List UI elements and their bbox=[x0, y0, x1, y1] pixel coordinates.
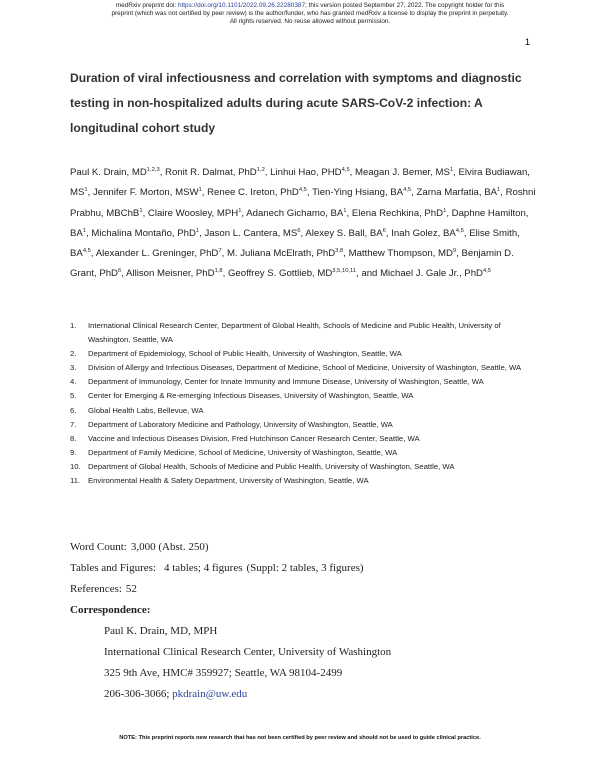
author-affiliation-sup: 1 bbox=[343, 207, 347, 214]
word-count: Word Count: 3,000 (Abst. 250) bbox=[70, 541, 209, 553]
affiliation-number: 1. bbox=[70, 321, 77, 330]
author-affiliation-sup: 1 bbox=[139, 207, 143, 214]
affiliation-text: Vaccine and Infectious Diseases Division, Fred Hutchinson Cancer Research Center, Seattle, WA bbox=[88, 433, 420, 443]
correspondence-address: 325 9th Ave, HMC# 359927; Seattle, WA 98104-2499 bbox=[104, 667, 343, 679]
author-name: Inah Golez, BA bbox=[391, 227, 456, 239]
affiliation-text: Department of Laboratory Medicine and Pathology, University of Washington, Seattle, WA bbox=[88, 419, 393, 429]
affiliation-text: Environmental Health & Safety Department, University of Washington, Seattle, WA bbox=[88, 476, 369, 486]
author-name: Paul K. Drain, MD bbox=[70, 167, 147, 178]
author-separator: , bbox=[121, 268, 127, 280]
affiliation-item bbox=[70, 361, 540, 375]
correspondence-phone: 206-306-3066; bbox=[104, 688, 170, 700]
affiliation-text: International Clinical Research Center, Department of Global Health, Schools of Medicine and Public Health, University of Washington, Seattle, WA bbox=[88, 321, 501, 345]
affiliation-text: Department of Epidemiology, School of Public Health, University of Washington, Seattle, WA bbox=[88, 349, 402, 359]
author-separator: , bbox=[199, 227, 205, 239]
affiliation-item bbox=[70, 460, 540, 474]
author-separator: , bbox=[90, 248, 96, 260]
affiliation-number: 3. bbox=[70, 363, 77, 373]
author-name: Roshni Prabhu, MBChB bbox=[70, 187, 536, 219]
author-separator: , bbox=[446, 207, 452, 219]
affiliation-number: 8. bbox=[70, 433, 77, 443]
author-affiliation-sup: 1,8 bbox=[214, 268, 223, 275]
author-affiliation-sup: 6 bbox=[118, 268, 122, 275]
header-line-3: All rights reserved. No reuse allowed without permission. bbox=[229, 18, 391, 25]
author-name: Ronit R. Dalmat, PhD bbox=[165, 167, 257, 178]
author-affiliation-sup: 1 bbox=[497, 187, 501, 194]
author-separator: , bbox=[411, 187, 417, 199]
author-name: Michalina Montaño, PhD bbox=[91, 227, 196, 239]
author-affiliation-sup: 4,5 bbox=[403, 187, 412, 194]
author-separator: , bbox=[221, 248, 227, 260]
manuscript-info bbox=[70, 537, 540, 705]
author-name: Jason L. Cantera, MS bbox=[204, 227, 298, 239]
header-line-2: preprint (which was not certified by peer review) is the author/funder, who has granted medRxiv a license to display the preprint in perpetuity. bbox=[111, 10, 509, 17]
author-name: M. Juliana McElrath, PhD bbox=[226, 248, 336, 260]
author-name: Jennifer F. Morton, MSW bbox=[92, 187, 199, 199]
author-affiliation-sup: 4,5 bbox=[455, 227, 464, 234]
affiliation-number: 5. bbox=[70, 391, 77, 401]
author-separator: , bbox=[306, 187, 313, 199]
preprint-header bbox=[60, 2, 560, 26]
author-name: Tien-Ying Hsiang, BA bbox=[312, 187, 404, 199]
author-separator: , bbox=[222, 268, 228, 280]
author-separator: , bbox=[349, 167, 356, 178]
author-affiliation-sup: 6 bbox=[382, 227, 386, 234]
author-separator: , bbox=[500, 187, 506, 199]
correspondence-email[interactable]: pkdrain@uw.edu bbox=[172, 688, 248, 700]
doi-link[interactable]: https://doi.org/10.1101/2022.09.26.22280387 bbox=[177, 2, 306, 9]
affiliation-number: 7. bbox=[70, 419, 77, 429]
author-separator: , bbox=[142, 207, 148, 219]
affiliation-text: Global Health Labs, Bellevue, WA bbox=[88, 405, 204, 415]
author-affiliation-sup: 1 bbox=[195, 227, 200, 234]
correspondence-org: International Clinical Research Center, University of Washington bbox=[104, 646, 392, 658]
affiliation-item bbox=[70, 474, 540, 488]
affiliation-number: 6. bbox=[70, 405, 77, 415]
author-separator: , bbox=[264, 167, 271, 178]
author-name: Elena Rechkina, PhD bbox=[351, 207, 444, 219]
page-number: 1 bbox=[524, 37, 530, 47]
author-separator: , bbox=[343, 248, 349, 260]
author-affiliation-sup: 3,8 bbox=[335, 248, 344, 255]
author-separator: , bbox=[385, 227, 392, 239]
author-separator: , bbox=[241, 207, 247, 219]
correspondence-name: Paul K. Drain, MD, MPH bbox=[104, 625, 218, 637]
affiliation-item bbox=[70, 347, 540, 361]
author-name: Geoffrey S. Gottlieb, MD bbox=[227, 268, 333, 280]
affiliation-text: Department of Immunology, Center for Innate Immunity and Immune Disease, University of Washington, Seattle, WA bbox=[88, 377, 484, 387]
author-name: Adanech Gichamo, BA bbox=[246, 207, 344, 219]
author-name: Michael J. Gale Jr., PhD bbox=[380, 268, 483, 280]
affiliation-text: Division of Allergy and Infectious Diseases, Department of Medicine, School of Medicine, University of Washington, Seattle, WA bbox=[88, 363, 522, 373]
author-name: Claire Woosley, MPH bbox=[147, 207, 239, 219]
author-affiliation-sup: 1 bbox=[238, 207, 242, 214]
affiliation-list bbox=[70, 319, 540, 488]
author-affiliation-sup: 7 bbox=[218, 248, 222, 255]
author-affiliation-sup: 4,5 bbox=[82, 248, 91, 255]
author-name: Elvira Budiawan, MS bbox=[70, 167, 530, 199]
affiliation-text: Department of Global Health, Schools of Medicine and Public Health, University of Washington, Seattle, WA bbox=[88, 461, 455, 471]
header-line-1: medRxiv preprint doi: https://doi.org/10.1101/2022.09.26.22280387; this version posted September 27, 2022. The copyright holder for this bbox=[115, 2, 505, 9]
author-name: Matthew Thompson, MD bbox=[348, 248, 453, 260]
author-name: Renee C. Ireton, PhD bbox=[207, 187, 299, 199]
affiliation-number: 9. bbox=[70, 447, 77, 457]
author-name: Linhui Hao, PHD bbox=[270, 167, 342, 178]
preprint-footer-note: NOTE: This preprint reports new research that has not been certified by peer review and should not be used to guide clinical practice. bbox=[119, 735, 481, 741]
author-name: Daphne Hamilton, BA bbox=[70, 207, 529, 239]
author-separator: , bbox=[159, 167, 166, 178]
affiliation-item bbox=[70, 389, 540, 403]
author-name: Benjamin D. Grant, PhD bbox=[70, 248, 514, 280]
author-separator: , bbox=[300, 227, 306, 239]
affiliation-item bbox=[70, 418, 540, 432]
author-affiliation-sup: 1 bbox=[82, 227, 87, 234]
author-affiliation-sup: 3,5,10,11 bbox=[332, 268, 357, 275]
author-separator: , bbox=[201, 187, 208, 199]
author-name: Meagan J. Bemer, MS bbox=[355, 167, 450, 178]
author-separator: , bbox=[346, 207, 352, 219]
author-name: Allison Meisner, PhD bbox=[126, 268, 215, 280]
affiliation-number: 4. bbox=[70, 377, 77, 387]
affiliation-text: Department of Family Medicine, School of Medicine, University of Washington, Seattle, WA bbox=[88, 447, 398, 457]
tables-and-figures: Tables and Figures: 4 tables; 4 figures (Suppl: 2 tables, 3 figures) bbox=[70, 562, 364, 574]
affiliation-item bbox=[70, 375, 540, 389]
author-name: Zarna Marfatia, BA bbox=[416, 187, 498, 199]
author-separator: , bbox=[463, 227, 470, 239]
author-separator: , bbox=[87, 187, 93, 199]
author-affiliation-sup: 1 bbox=[198, 187, 202, 194]
affiliation-item bbox=[70, 319, 540, 347]
author-separator: , bbox=[456, 248, 462, 260]
author-affiliation-sup: 1,2 bbox=[256, 167, 265, 173]
author-affiliation-sup: 4,5 bbox=[341, 167, 350, 173]
author-affiliation-sup: 1 bbox=[84, 187, 88, 194]
author-name: Elise Smith, BA bbox=[70, 227, 520, 260]
author-affiliation-sup: 6 bbox=[297, 227, 301, 234]
author-separator: , bbox=[453, 167, 459, 178]
affiliation-item bbox=[70, 432, 540, 446]
author-affiliation-sup: 1,2,3 bbox=[146, 167, 160, 173]
author-affiliation-sup: 4,5 bbox=[482, 268, 492, 275]
affiliation-number: 2. bbox=[70, 349, 77, 359]
author-name: Alexander L. Greninger, PhD bbox=[95, 248, 219, 260]
correspondence-contact bbox=[104, 684, 540, 705]
correspondence-heading: Correspondence: bbox=[70, 604, 151, 616]
author-separator: , and bbox=[356, 268, 381, 280]
paper-title: Duration of viral infectiousness and correlation with symptoms and diagnostic testing in non-hospitalized adults during acute SARS-CoV-2 infection: A longitudinal cohort study bbox=[70, 71, 522, 135]
author-affiliation-sup: 9 bbox=[452, 248, 457, 255]
affiliation-item bbox=[70, 404, 540, 418]
author-separator: , bbox=[86, 227, 92, 239]
correspondence-details bbox=[70, 621, 540, 705]
author-name: Alexey S. Ball, BA bbox=[305, 227, 383, 239]
author-affiliation-sup: 1 bbox=[449, 167, 454, 173]
author-affiliation-sup: 4,5 bbox=[298, 187, 307, 194]
affiliation-number: 11. bbox=[70, 476, 81, 486]
author-affiliation-sup: 1 bbox=[443, 207, 447, 214]
references-count: References: 52 bbox=[70, 583, 137, 595]
affiliation-number: 10. bbox=[70, 461, 81, 471]
affiliation-text: Center for Emerging & Re-emerging Infectious Diseases, University of Washington, Seattle, WA bbox=[88, 391, 414, 401]
author-list bbox=[70, 163, 540, 285]
affiliation-item bbox=[70, 446, 540, 460]
